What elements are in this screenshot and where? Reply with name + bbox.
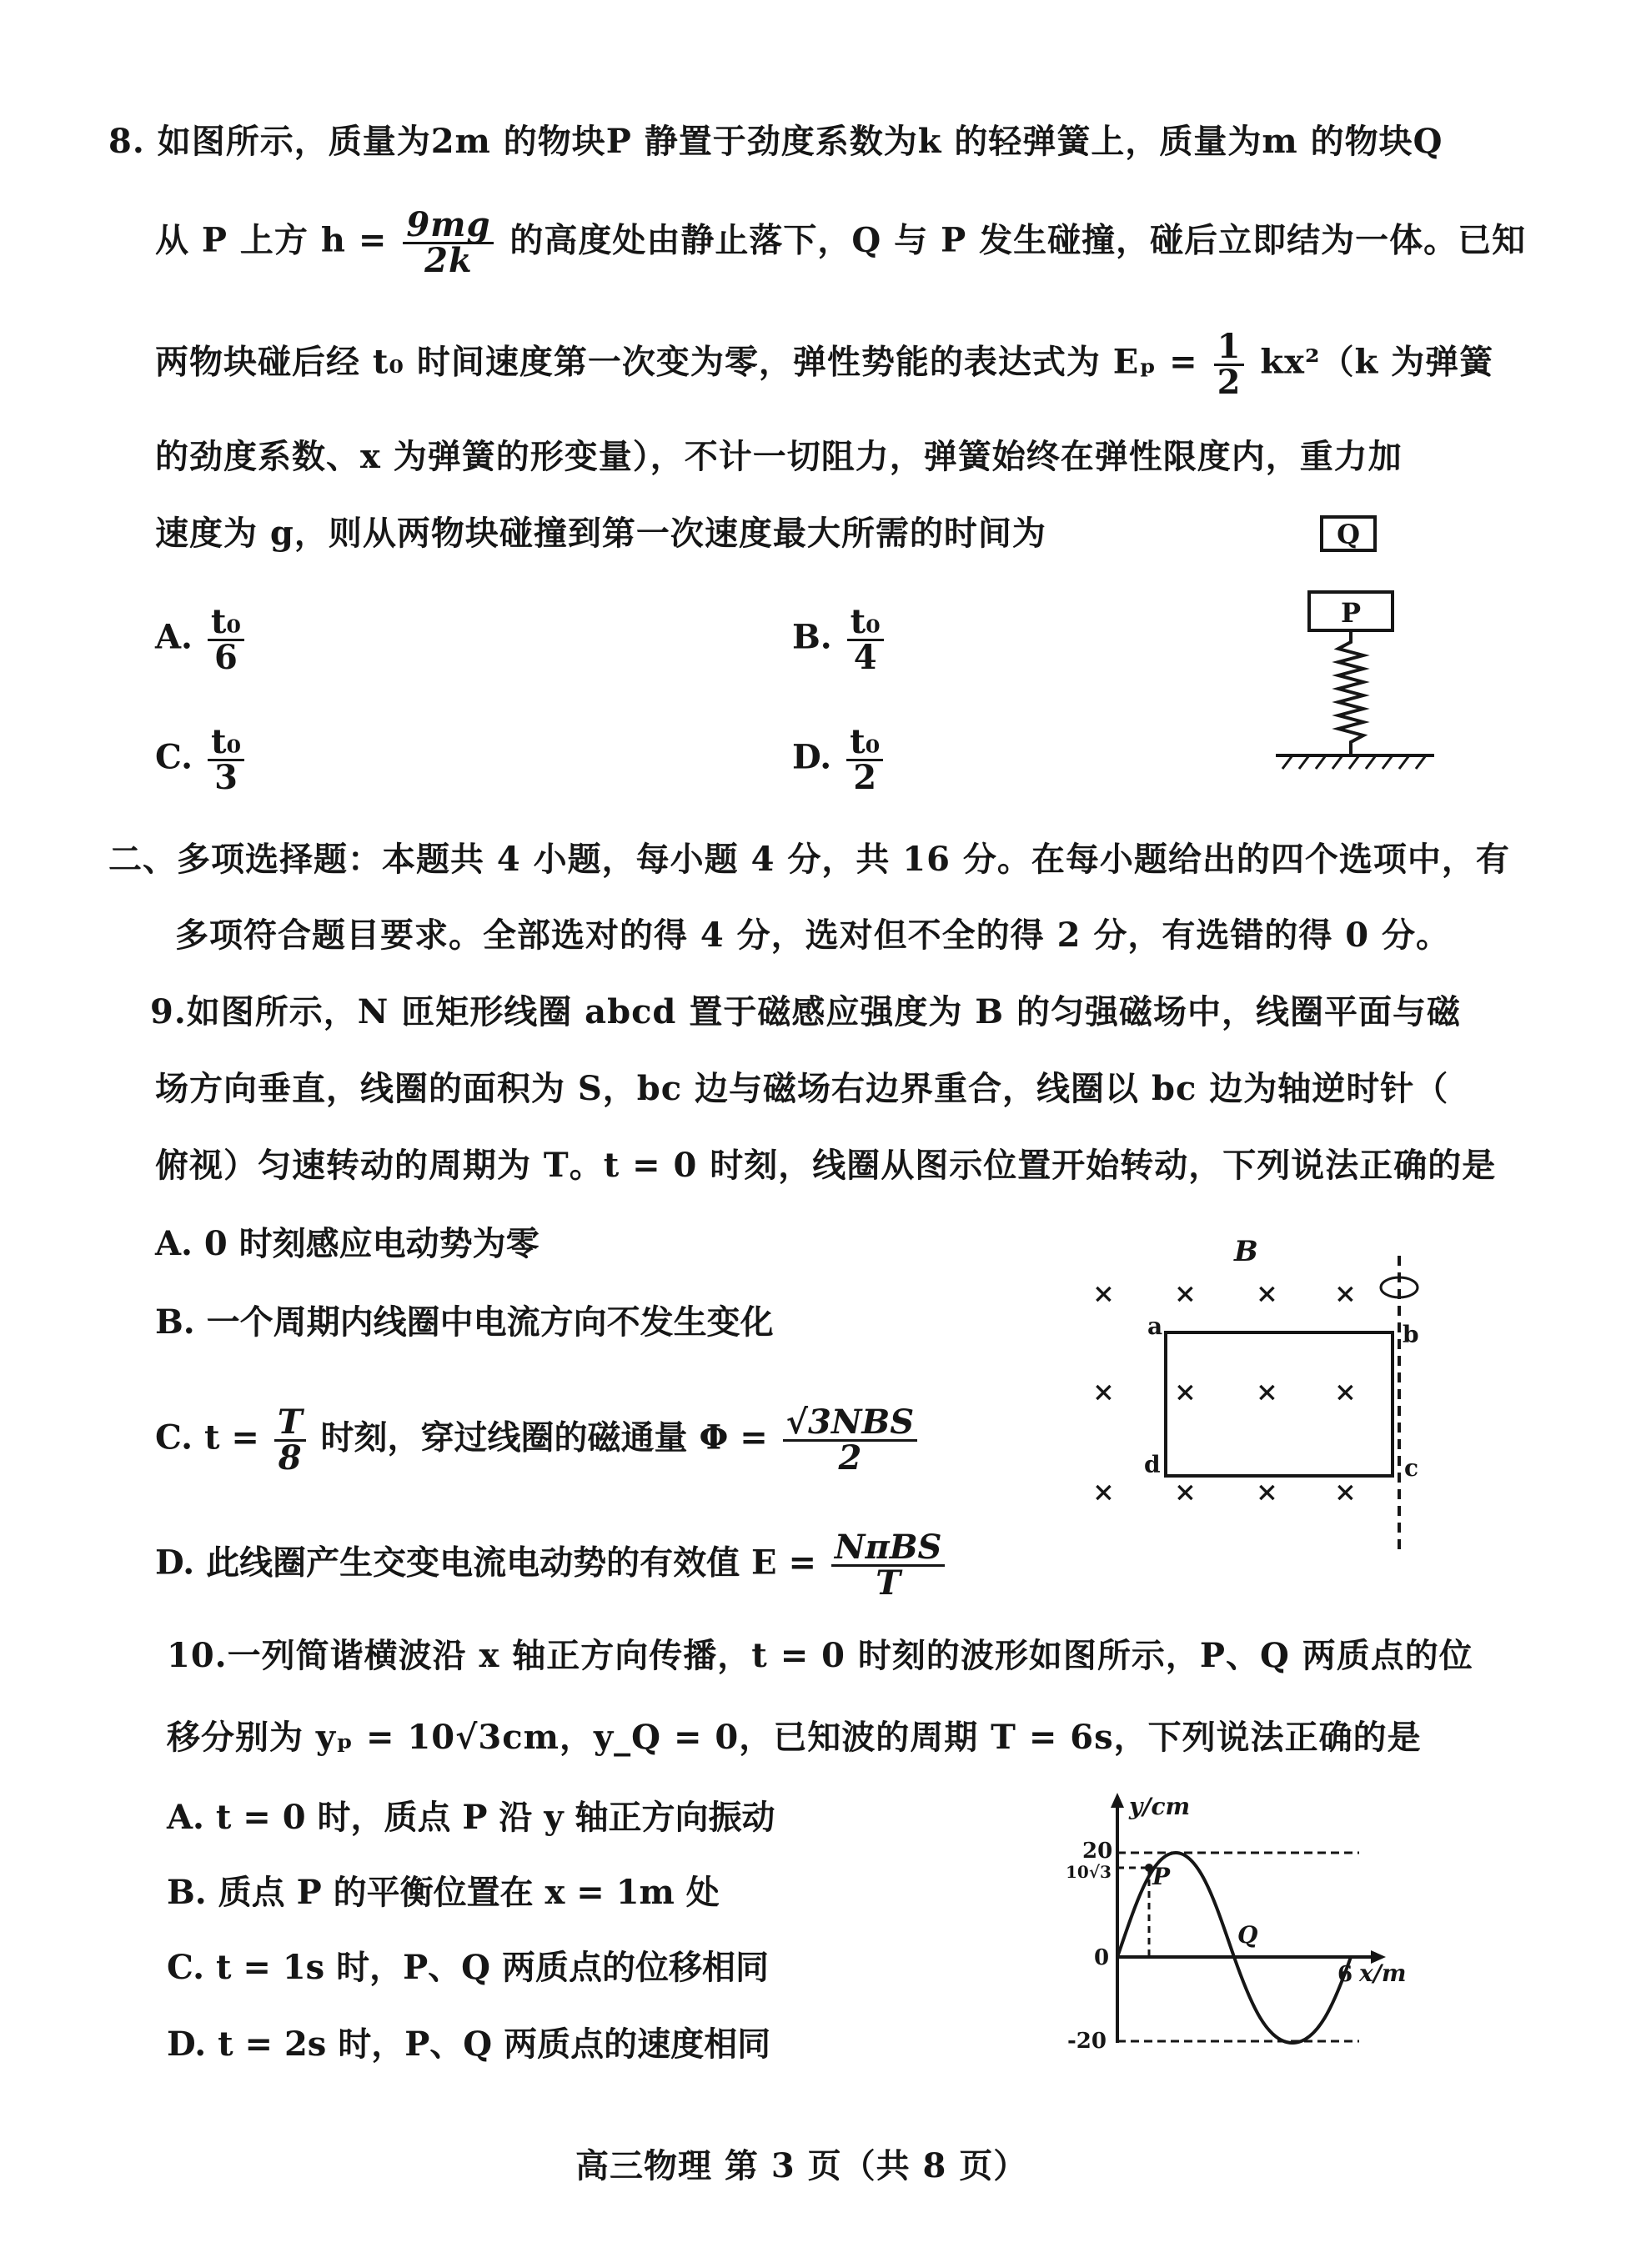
q9-line1 (150, 991, 1461, 1034)
q8-option-a-fraction (208, 602, 244, 677)
q8-option-a-den: 6 (213, 638, 238, 677)
field-crosses (1092, 1277, 1357, 1508)
q10-number: 10. (167, 1636, 228, 1675)
q9-option-d-pre: D. 此线圈产生交变电流电动势的有效值 E = (155, 1543, 816, 1583)
q8-line5: 速度为 g，则从两物块碰撞到第一次速度最大所需的时间为 (155, 514, 1046, 553)
q8-line3 (155, 327, 1494, 402)
q8-option-b-fraction (847, 602, 884, 677)
cross: × (1174, 1376, 1197, 1407)
cross: × (1174, 1476, 1197, 1508)
q8-text-2-pre: 从 P 上方 h = (155, 220, 388, 260)
cross: × (1334, 1277, 1357, 1309)
q8-option-d-den: 2 (853, 758, 877, 797)
page-footer: 高三物理 第 3 页（共 8 页） (575, 2146, 1028, 2185)
cross: × (1256, 1476, 1278, 1508)
q10-line1 (167, 1634, 1473, 1678)
q8-option-d-num: t₀ (846, 725, 883, 761)
q9-coil-figure (1067, 1226, 1451, 1559)
q9-option-d-fraction (831, 1528, 946, 1603)
q9-option-d-num: NπBS (831, 1531, 946, 1567)
q9-option-c-t-den: 8 (278, 1438, 302, 1478)
q8-option-a[interactable] (155, 602, 248, 677)
q8-height-fraction (403, 205, 494, 280)
y-axis-arrow-icon (1111, 1793, 1124, 1808)
q9-option-c-t-num: T (274, 1406, 306, 1442)
q8-option-b[interactable] (792, 602, 887, 677)
point-p-label: P (1152, 1863, 1171, 1890)
tick-neg20: -20 (1067, 2029, 1107, 2054)
q9-option-c[interactable] (155, 1402, 921, 1478)
cross: × (1256, 1277, 1278, 1309)
q8-text-1: 如图所示，质量为2m 的物块P 静置于劲度系数为k 的轻弹簧上，质量为m 的物块Q (157, 122, 1443, 161)
q8-ep-fraction (1214, 327, 1245, 402)
y-axis-label: y/cm (1129, 1793, 1191, 1820)
section2-line2: 多项符合题目要求。全部选对的得 4 分，选对但不全的得 2 分，有选错的得 0 分。 (175, 916, 1451, 955)
spring (1338, 630, 1363, 755)
q8-option-c-num: t₀ (208, 725, 244, 761)
q8-text-3-pre: 两物块碰后经 t₀ 时间速度第一次变为零，弹性势能的表达式为 Eₚ = (155, 342, 1198, 382)
q9-text-1: 如图所示，N 匝矩形线圈 abcd 置于磁感应强度为 B 的匀强磁场中，线圈平面与磁 (186, 992, 1461, 1031)
q10-line2: 移分别为 yₚ = 10√3cm，y_Q = 0，已知波的周期 T = 6s，下列说法正确的是 (167, 1718, 1422, 1757)
q8-option-c-fraction (208, 722, 244, 797)
q8-text-3-post: kx²（k 为弹簧 (1260, 342, 1494, 382)
cross: × (1174, 1277, 1197, 1309)
q9-option-a[interactable]: A. 0 时刻感应电动势为零 (155, 1224, 539, 1263)
q10-option-c[interactable]: C. t = 1s 时，P、Q 两质点的位移相同 (167, 1948, 769, 1987)
q8-option-d-fraction (846, 722, 883, 797)
q10-wave-figure (1059, 1784, 1426, 2060)
tick-0: 0 (1094, 1945, 1110, 1970)
field-label: B (1234, 1235, 1258, 1268)
coil-abcd (1166, 1332, 1393, 1476)
q8-option-a-label: A. (155, 617, 193, 657)
q8-option-d-label: D. (792, 737, 832, 777)
q8-line4: 的劲度系数、x 为弹簧的形变量），不计一切阻力，弹簧始终在弹性限度内，重力加 (155, 437, 1403, 476)
q8-line2 (155, 205, 1527, 280)
q8-option-d[interactable] (792, 722, 886, 797)
cross: × (1334, 1476, 1357, 1508)
q8-text-2-post: 的高度处由静止落下，Q 与 P 发生碰撞，碰后立即结为一体。已知 (509, 220, 1527, 260)
cross: × (1334, 1376, 1357, 1407)
q8-option-a-num: t₀ (208, 605, 244, 641)
q8-ep-num: 1 (1214, 330, 1245, 366)
q10-option-a[interactable]: A. t = 0 时，质点 P 沿 y 轴正方向振动 (167, 1798, 775, 1837)
tick-20: 20 (1082, 1839, 1113, 1864)
q8-number: 8. (108, 122, 145, 161)
corner-a: a (1147, 1312, 1163, 1340)
q9-option-c-phi-fraction (783, 1402, 917, 1478)
q8-option-c[interactable] (155, 722, 248, 797)
q8-spring-figure (1267, 500, 1468, 800)
cross: × (1256, 1376, 1278, 1407)
q9-option-d-den: T (876, 1563, 901, 1603)
q9-option-c-phi-num: √3NBS (783, 1406, 917, 1442)
q10-option-d[interactable]: D. t = 2s 时，P、Q 两质点的速度相同 (167, 2025, 771, 2064)
corner-d: d (1144, 1451, 1161, 1478)
q9-option-d[interactable] (155, 1528, 948, 1603)
q9-option-b[interactable]: B. 一个周期内线圈中电流方向不发生变化 (155, 1302, 774, 1342)
q9-line2: 场方向垂直，线圈的面积为 S，bc 边与磁场右边界重合，线圈以 bc 边为轴逆时针（ (155, 1069, 1449, 1108)
corner-b: b (1403, 1321, 1419, 1348)
q8-option-b-num: t₀ (847, 605, 884, 641)
block-p-label: P (1340, 597, 1362, 629)
q9-option-c-mid: 时刻，穿过线圈的磁通量 Φ = (320, 1418, 768, 1458)
cross: × (1092, 1376, 1115, 1407)
tick-10r3: 10√3 (1066, 1862, 1112, 1882)
q9-option-c-phi-den: 2 (838, 1438, 862, 1478)
q9-number: 9. (150, 992, 187, 1031)
q8-height-den: 2k (424, 241, 473, 280)
cross: × (1092, 1277, 1115, 1309)
q10-option-b[interactable]: B. 质点 P 的平衡位置在 x = 1m 处 (167, 1873, 720, 1912)
q8-ep-den: 2 (1217, 363, 1242, 402)
q10-text-1: 一列简谐横波沿 x 轴正方向传播，t = 0 时刻的波形如图所示，P、Q 两质点的位 (227, 1636, 1473, 1675)
q8-option-b-den: 4 (853, 638, 877, 677)
block-q-label: Q (1337, 519, 1360, 550)
q9-line3: 俯视）匀速转动的周期为 T。t = 0 时刻，线圈从图示位置开始转动，下列说法正确的是 (155, 1146, 1497, 1185)
x-axis-label: x/m (1359, 1959, 1407, 1987)
q8-option-c-label: C. (155, 737, 193, 777)
point-q-label: Q (1237, 1921, 1258, 1949)
q8-option-c-den: 3 (214, 758, 238, 797)
cross: × (1092, 1476, 1115, 1508)
ground-hatch (1282, 755, 1426, 769)
q8-height-num: 9mg (403, 208, 494, 244)
q8-option-b-label: B. (792, 617, 832, 657)
q8-line1 (108, 120, 1443, 163)
corner-c: c (1404, 1454, 1419, 1482)
section2-line1: 二、多项选择题：本题共 4 小题，每小题 4 分，共 16 分。在每小题给出的四个选项中，有 (108, 840, 1510, 879)
q9-option-c-pre: C. t = (155, 1418, 259, 1458)
q9-option-c-t-fraction (274, 1402, 306, 1478)
tick-6: 6 (1337, 1962, 1353, 1987)
